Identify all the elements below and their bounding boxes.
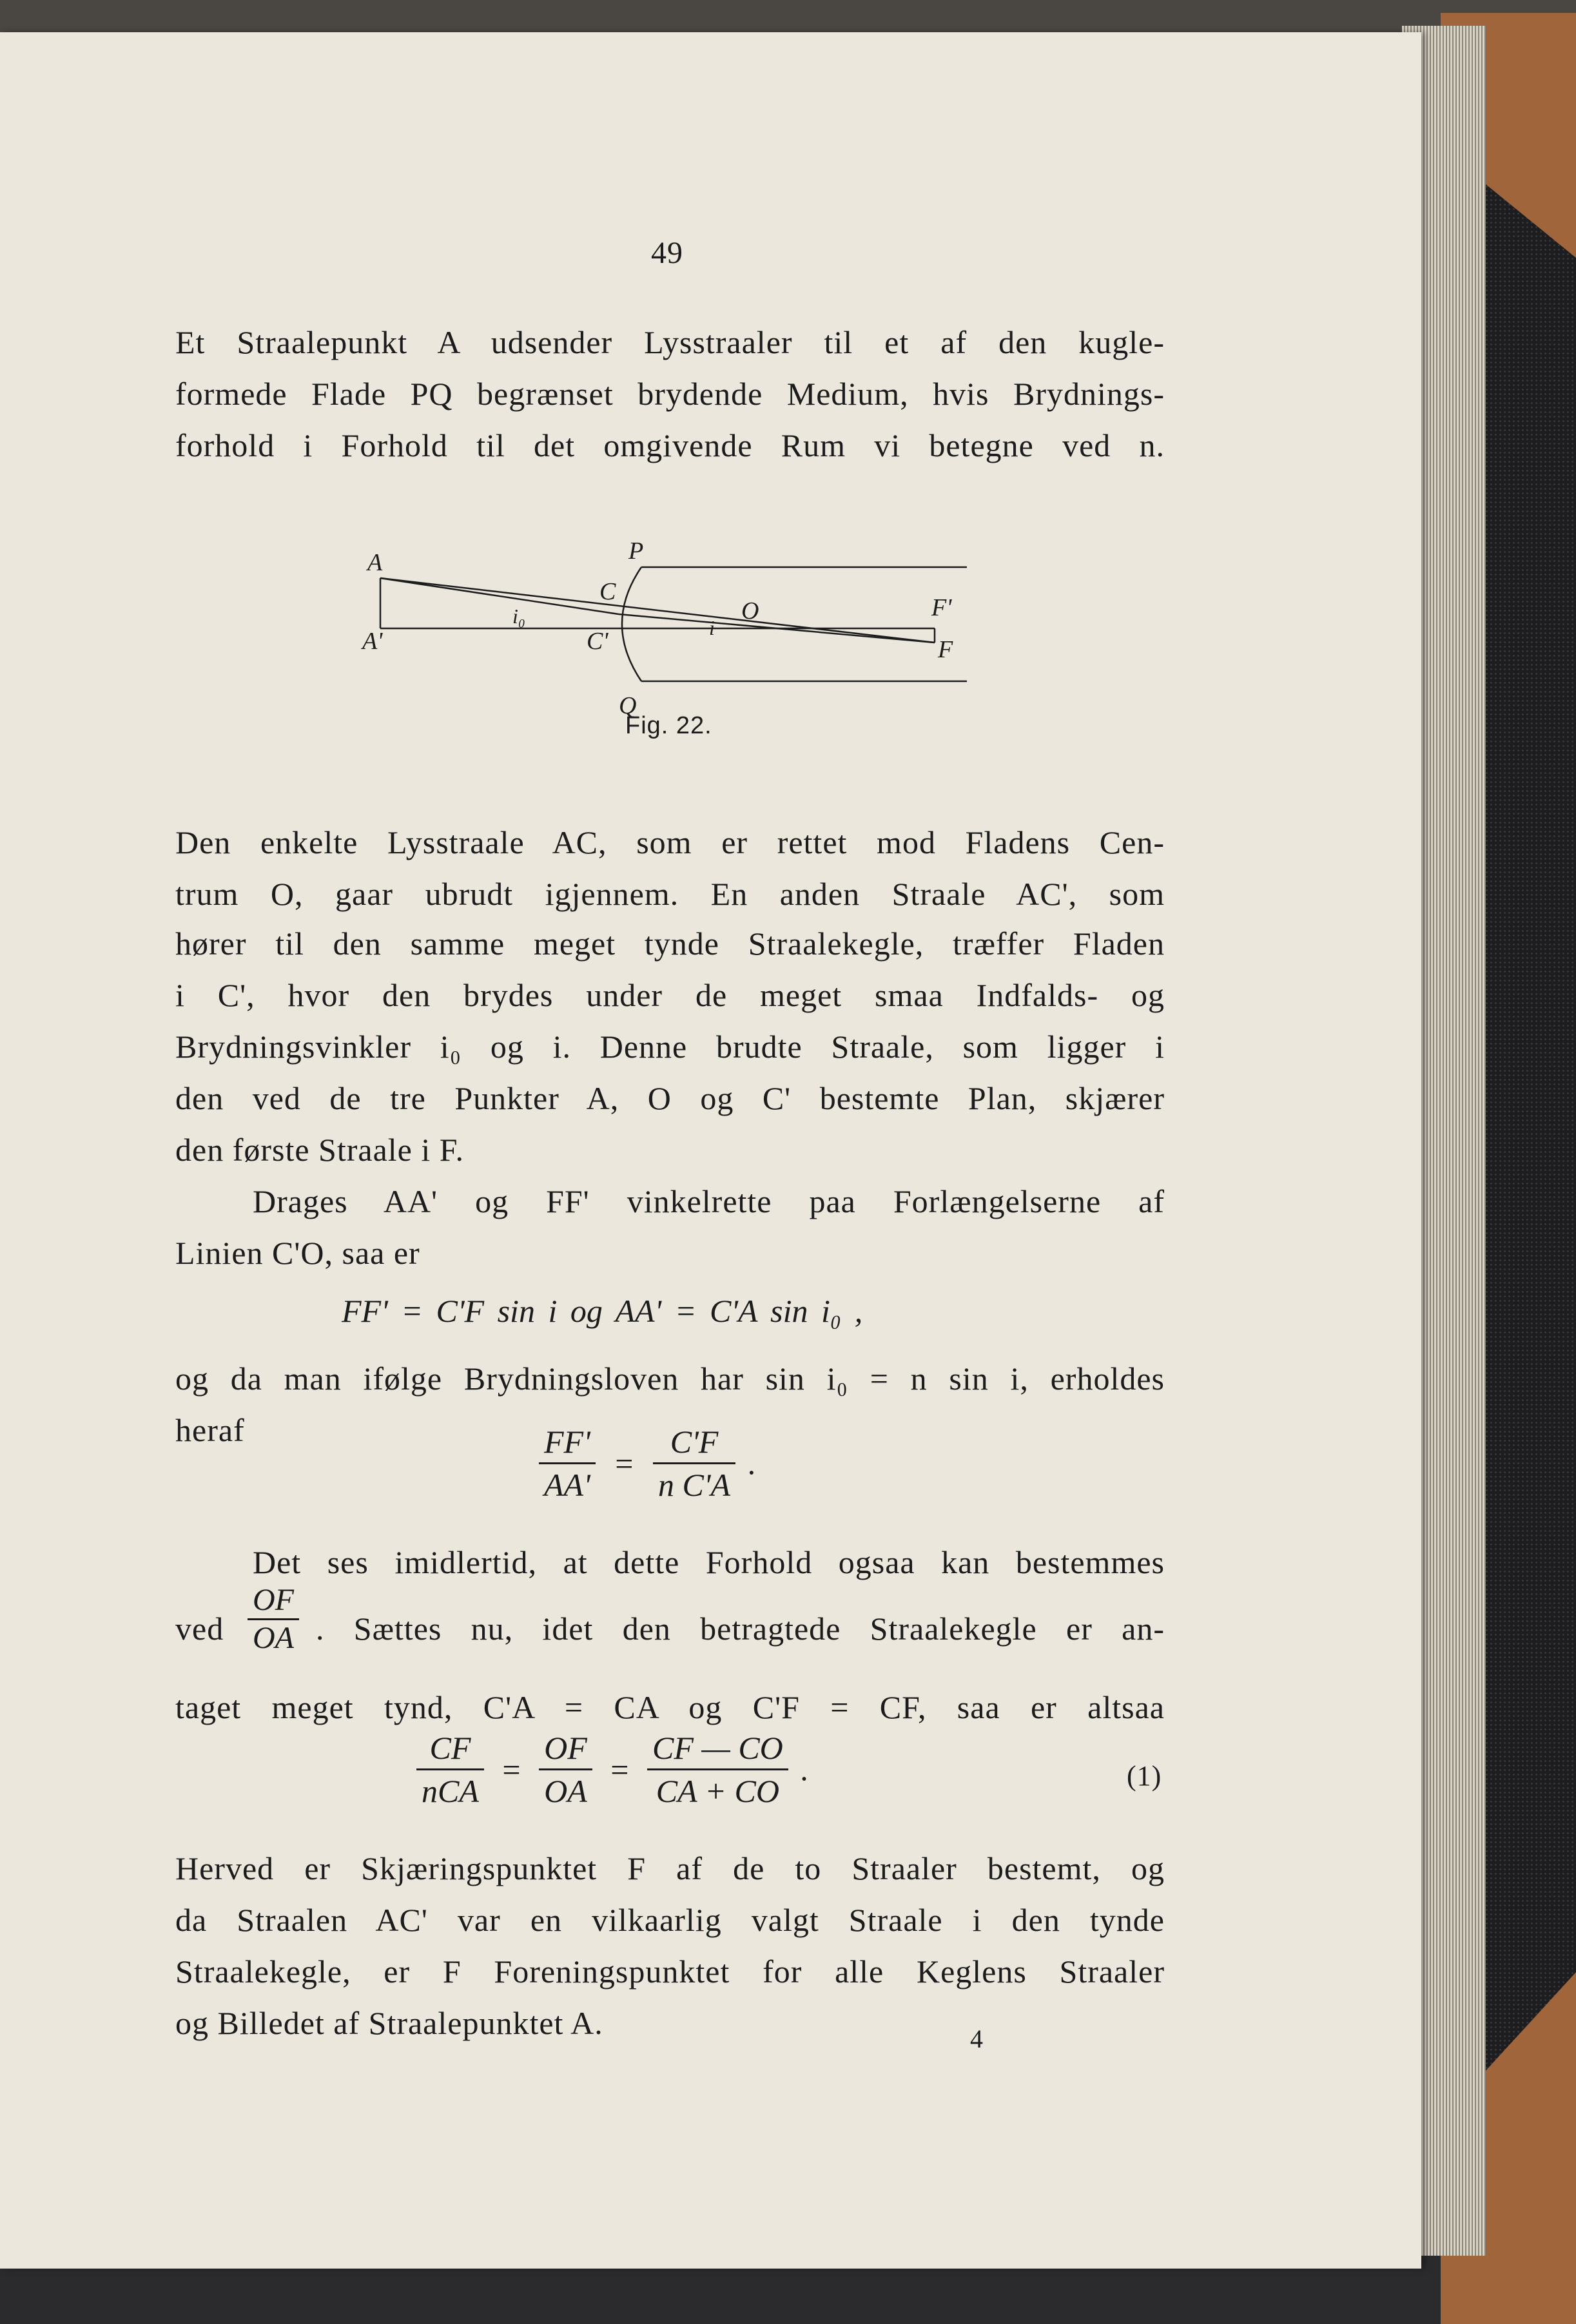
equation-1: FF' = C'F sin i og AA' = C'A sin i₀ , bbox=[342, 1293, 863, 1329]
eq3-f3-den: CA + CO bbox=[656, 1773, 779, 1809]
para6-line1: Herved er Skjæringspunktet F af de to Straaler bestemt, og bbox=[175, 1850, 1165, 1886]
label-Q: Q bbox=[619, 692, 637, 719]
para5-fraction bbox=[244, 1582, 303, 1656]
ray-AC1 bbox=[380, 578, 619, 614]
para1-line1: Et Straalepunkt A udsender Lysstraaler til et af den kugle- bbox=[175, 324, 1165, 360]
figure-22-diagram bbox=[348, 499, 993, 744]
equation-tag: (1) bbox=[1127, 1760, 1162, 1792]
label-O: O bbox=[741, 597, 759, 625]
ray-AC bbox=[380, 578, 935, 643]
para6-line2: da Straalen AC' var en vilkaarlig valgt Straale i den tynde bbox=[175, 1902, 1165, 1938]
para2-line4: i C', hvor den brydes under de meget smaa Indfalds- og bbox=[175, 977, 1165, 1013]
para2-line3: hører til den samme meget tynde Straalekegle, træffer Fladen bbox=[175, 925, 1165, 962]
para6-line3: Straalekegle, er F Foreningspunktet for alle Keglens Straaler bbox=[175, 1953, 1165, 1990]
para2-line1: Den enkelte Lysstraale AC, som er rettet mod Fladens Cen- bbox=[175, 824, 1165, 860]
para3-line2: Linien C'O, saa er bbox=[175, 1235, 420, 1271]
label-A1: A' bbox=[362, 628, 383, 655]
para4-line1: og da man ifølge Brydningsloven har sin i₀ = n sin i, erholdes bbox=[175, 1361, 1165, 1397]
signature-mark: 4 bbox=[970, 2024, 984, 2053]
para2-line7: den første Straale i F. bbox=[175, 1132, 465, 1168]
para1-line2: formede Flade PQ begrænset brydende Medium, hvis Brydnings- bbox=[175, 376, 1165, 412]
para2-line6: den ved de tre Punkter A, O og C' bestemte Plan, skjærer bbox=[175, 1080, 1165, 1116]
para1-line3: forhold i Forhold til det omgivende Rum vi betegne ved n. bbox=[175, 427, 1165, 463]
label-F1: F' bbox=[931, 594, 952, 621]
para4-line2: heraf bbox=[175, 1412, 245, 1448]
eq2-num-left: FF' bbox=[539, 1421, 596, 1464]
para5-line1: Det ses imidlertid, at dette Forhold ogsaa kan bestemmes bbox=[253, 1544, 1165, 1580]
label-C1: C' bbox=[587, 628, 608, 655]
equation-3: $\frac{CF}{\text{nCA}}$ = $\frac{OF}{OA}$ = $\frac{CF — CO}{CA + CO}$ . bbox=[413, 1727, 808, 1812]
para3-line1: Drages AA' og FF' vinkelrette paa Forlængelserne af bbox=[253, 1183, 1165, 1219]
eq3-f1-den: nCA bbox=[422, 1773, 479, 1809]
surface-PQ bbox=[622, 567, 641, 681]
page-number: 49 bbox=[651, 236, 683, 270]
label-P: P bbox=[628, 537, 644, 565]
para2-line2: trum O, gaar ubrudt igjennem. En anden Straale AC', som bbox=[175, 876, 1165, 912]
para5-frac-den: OA bbox=[253, 1621, 294, 1655]
book-page bbox=[0, 32, 1421, 2269]
eq3-f1-num: CF bbox=[416, 1727, 484, 1770]
label-i0: i₀ bbox=[512, 605, 526, 628]
eq3-f3-num: CF — CO bbox=[647, 1727, 788, 1770]
figure-caption: Fig. 22. bbox=[625, 712, 712, 739]
label-C: C bbox=[599, 578, 616, 605]
para5-line3: taget meget tynd, C'A = CA og C'F = CF, saa er altsaa bbox=[175, 1689, 1165, 1725]
eq2-num-right: C'F bbox=[653, 1421, 735, 1464]
para2-line5: Brydningsvinkler i₀ og i. Denne brudte Straale, som ligger i bbox=[175, 1029, 1165, 1065]
label-F: F bbox=[938, 636, 953, 663]
eq2-den-right: n C'A bbox=[657, 1467, 731, 1503]
eq3-f2-num: OF bbox=[539, 1727, 592, 1770]
eq3-f2-den: OA bbox=[544, 1773, 587, 1809]
para6-line4: og Billedet af Straalepunktet A. bbox=[175, 2005, 603, 2041]
eq2-fraction-right bbox=[653, 1421, 735, 1506]
para5-line2: . Sættes nu, idet den betragtede Straalekegle er an- bbox=[316, 1611, 1165, 1647]
para5-frac-num: OF bbox=[248, 1582, 299, 1620]
para5-ved: ved bbox=[175, 1611, 224, 1647]
eq2-den-left: AA' bbox=[544, 1467, 590, 1503]
eq2-fraction-left bbox=[539, 1421, 596, 1506]
label-i: i bbox=[709, 616, 715, 639]
label-A: A bbox=[367, 549, 383, 576]
equation-2: $\frac{FF'}{AA'}$ = $\frac{C'F}{\text{n C'A}}$ . bbox=[535, 1421, 755, 1506]
